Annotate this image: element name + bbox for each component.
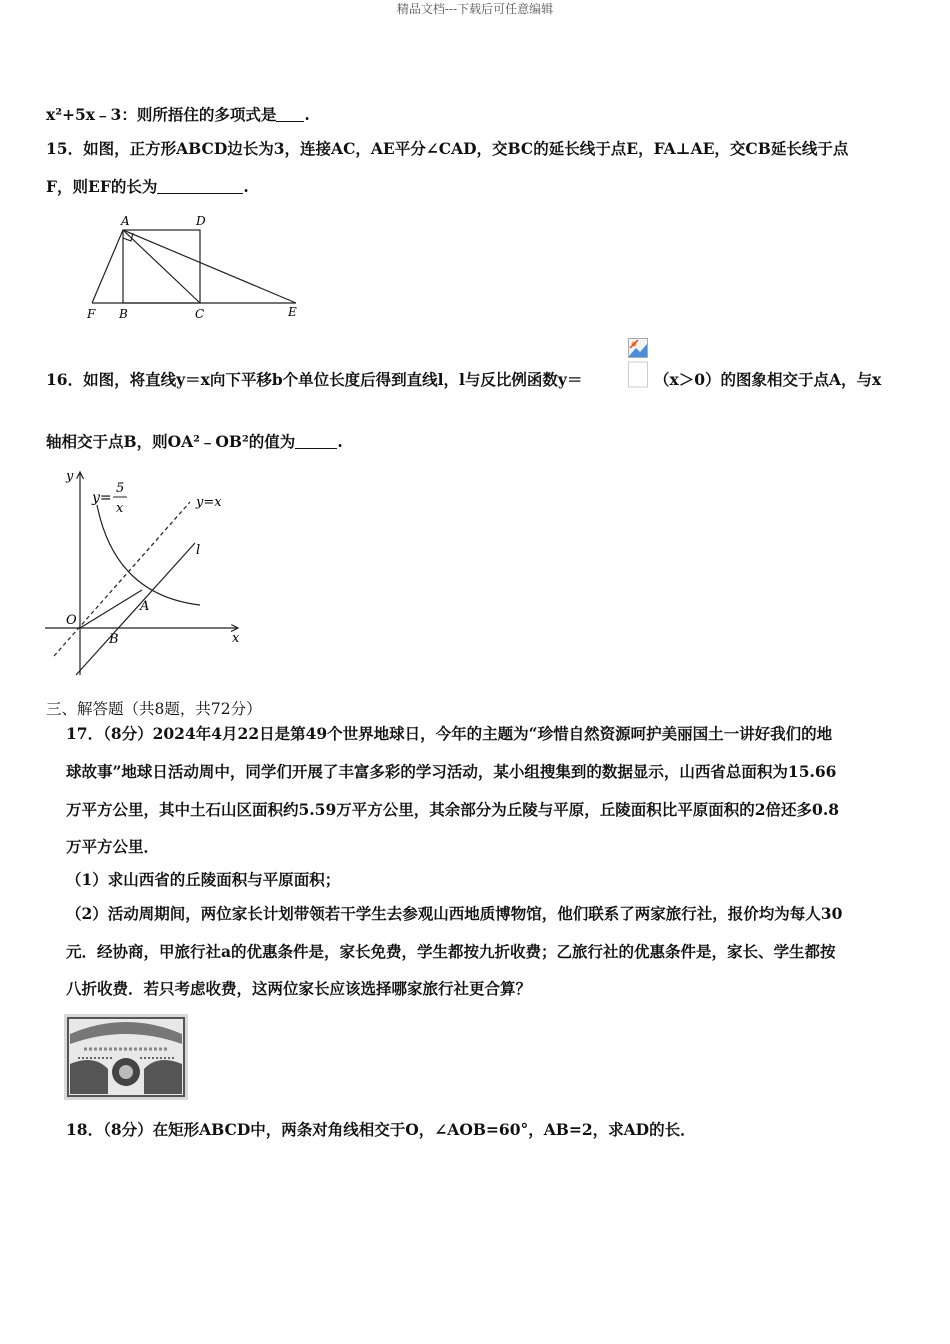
broken-image-icon: [628, 338, 648, 388]
page-header: 精品文档---下载后可任意编辑: [396, 2, 554, 16]
q17-line4: 万平方公里．: [66, 837, 160, 856]
origin-label: O: [66, 613, 77, 628]
function-label-left: y=: [92, 490, 112, 506]
label-f: F: [87, 307, 96, 321]
label-d: D: [196, 214, 206, 228]
q17-sub2-line2: 元．经协商，甲旅行社a的优惠条件是，家长免费，学生都按九折收费；乙旅行社的优惠条件是，家长、学生都按: [66, 942, 836, 961]
label-c: C: [195, 307, 205, 321]
q17-line1: 17．（8分）2024年4月22日是第49个世界地球日，今年的主题为“珍惜自然资源呵护美丽国土一讲好我们的地: [66, 724, 833, 743]
function-label: [91, 481, 127, 516]
x-axis-label: x: [232, 631, 240, 646]
q14-text: x²+5x﹣3：则所捂住的多项式是: [46, 105, 277, 124]
q17-sub2-line3: 八折收费．若只考虑收费，这两位家长应该选择哪家旅行社更合算？: [66, 979, 532, 998]
y-axis-label: y: [66, 469, 74, 484]
q16-line1b: （x＞0）的图象相交于点A，与x: [654, 370, 882, 389]
q17-line2: 球故事”地球日活动周中，同学们开展了丰富多彩的学习活动，某小组搜集到的数据显示，山西省总面积为15.66: [66, 762, 837, 781]
q15-line1: 15．如图，正方形ABCD边长为3，连接AC，AE平分∠CAD，交BC的延长线于点E，FA⊥AE，交CB延长线于点: [46, 139, 849, 158]
line-l-label: l: [196, 543, 201, 558]
segment-ae: [123, 230, 296, 303]
q15-line2: F，则EF的长为 .: [46, 177, 249, 196]
stamp-image: [64, 1014, 188, 1100]
label-a: A: [121, 214, 130, 228]
q17-sub1: （1）求山西省的丘陵面积与平原面积；: [66, 870, 341, 889]
label-e: E: [288, 305, 297, 319]
line-l: [76, 543, 195, 675]
function-denominator: x: [116, 501, 124, 516]
q16-line2: 轴相交于点B，则OA²﹣OB²的值为 .: [46, 432, 343, 451]
function-numerator: 5: [116, 481, 125, 496]
q15-blank: [157, 179, 243, 194]
line-y-equals-x: [54, 502, 190, 656]
point-b-label: B: [109, 632, 119, 647]
q15-figure: [80, 210, 310, 325]
point-a-label: A: [140, 599, 150, 614]
q16-blank: [295, 434, 337, 449]
q15-line2-text: F，则EF的长为: [46, 177, 158, 196]
section3-title: 三、解答题（共8题，共72分）: [46, 700, 262, 718]
q14-tail: x²+5x﹣3：则所捂住的多项式是 .: [46, 105, 310, 124]
line-yx-label: y=x: [196, 495, 222, 510]
segment-oa: [80, 590, 142, 628]
q16-line2-text: 轴相交于点B，则OA²﹣OB²的值为: [46, 432, 296, 451]
q16-line1a: 16．如图，将直线y＝x向下平移b个单位长度后得到直线l，l与反比例函数y＝: [46, 370, 583, 389]
label-b: B: [119, 307, 128, 321]
q16-figure: [40, 460, 250, 680]
q17-line3: 万平方公里，其中土石山区面积约5.59万平方公里，其余部分为丘陵与平原，丘陵面积比平原面积的2倍还多0.8: [66, 800, 840, 819]
q18-text: 18．（8分）在矩形ABCD中，两条对角线相交于O，∠AOB=60°，AB=2，求AD的长．: [66, 1120, 696, 1139]
segment-af: [92, 230, 123, 303]
segment-ac: [123, 230, 200, 303]
q17-sub2-line1: （2）活动周期间，两位家长计划带领若干学生去参观山西地质博物馆，他们联系了两家旅行社，报价均为每人30: [66, 904, 843, 923]
q14-blank: [276, 107, 304, 122]
